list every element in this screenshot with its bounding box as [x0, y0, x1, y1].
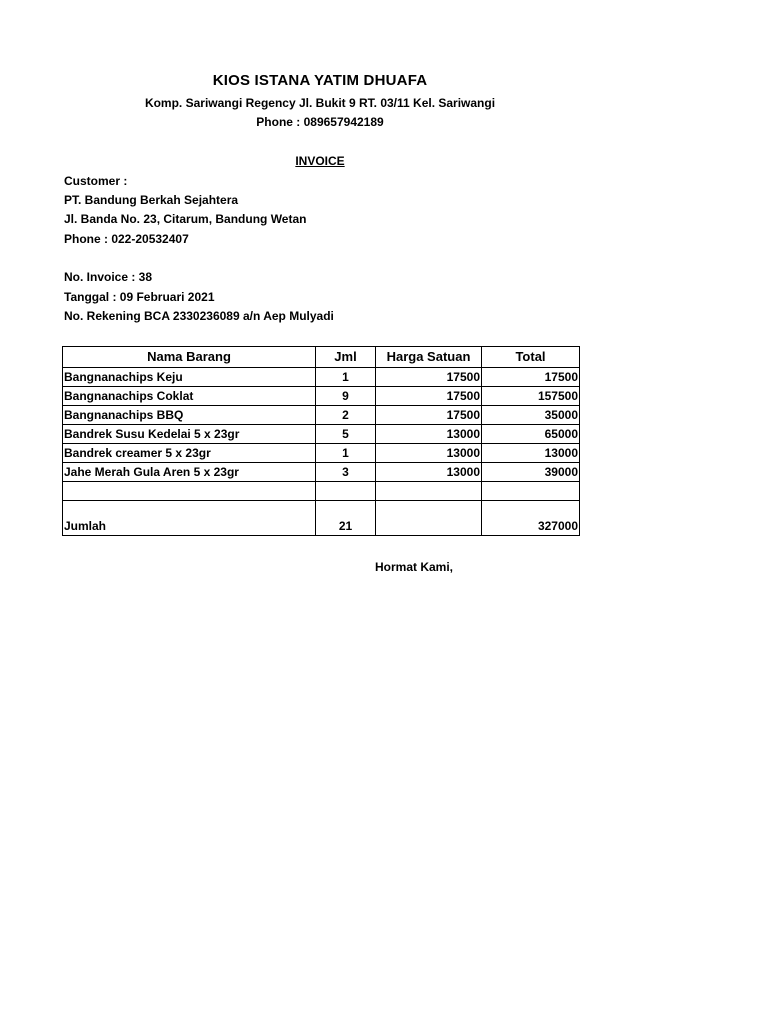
item-name: Bandrek Susu Kedelai 5 x 23gr [63, 425, 316, 444]
shop-name: KIOS ISTANA YATIM DHUAFA [212, 72, 428, 89]
invoice-title: INVOICE [295, 154, 345, 168]
customer-address: Jl. Banda No. 23, Citarum, Bandung Wetan [64, 212, 307, 226]
sum-total: 327000 [482, 501, 580, 536]
sum-qty: 21 [316, 501, 376, 536]
item-qty: 3 [316, 463, 376, 482]
customer-name: PT. Bandung Berkah Sejahtera [64, 193, 239, 207]
item-total: 13000 [482, 444, 580, 463]
item-total: 39000 [482, 463, 580, 482]
item-price: 13000 [376, 444, 482, 463]
customer-phone: Phone : 022-20532407 [64, 232, 189, 246]
sum-label: Jumlah [63, 501, 316, 536]
item-name: Jahe Merah Gula Aren 5 x 23gr [63, 463, 316, 482]
item-qty: 9 [316, 387, 376, 406]
header-unit-price: Harga Satuan [376, 347, 482, 368]
shop-address: Komp. Sariwangi Regency Jl. Bukit 9 RT. 03/11 Kel. Sariwangi [144, 96, 496, 110]
table-row [63, 444, 580, 463]
item-total: 17500 [482, 368, 580, 387]
item-qty: 1 [316, 368, 376, 387]
item-price: 13000 [376, 463, 482, 482]
customer-label: Customer : [64, 174, 128, 188]
sum-row [63, 501, 580, 536]
item-qty: 2 [316, 406, 376, 425]
sum-price [376, 501, 482, 536]
item-name: Bangnanachips Coklat [63, 387, 316, 406]
items-table [62, 346, 580, 536]
item-price: 17500 [376, 387, 482, 406]
table-row [63, 368, 580, 387]
item-qty: 5 [316, 425, 376, 444]
item-price: 17500 [376, 406, 482, 425]
header-qty: Jml [316, 347, 376, 368]
table-row [63, 406, 580, 425]
shop-phone: Phone : 089657942189 [256, 115, 384, 129]
bank-account: No. Rekening BCA 2330236089 a/n Aep Mulyadi [64, 309, 334, 323]
item-total: 35000 [482, 406, 580, 425]
empty-row [63, 482, 580, 501]
item-price: 17500 [376, 368, 482, 387]
item-price: 13000 [376, 425, 482, 444]
item-name: Bangnanachips Keju [63, 368, 316, 387]
header-item-name: Nama Barang [63, 347, 316, 368]
table-row [63, 463, 580, 482]
item-name: Bangnanachips BBQ [63, 406, 316, 425]
table-header-row [63, 347, 580, 368]
table-row [63, 425, 580, 444]
invoice-number: No. Invoice : 38 [64, 270, 153, 284]
item-qty: 1 [316, 444, 376, 463]
invoice-date: Tanggal : 09 Februari 2021 [64, 290, 215, 304]
item-total: 65000 [482, 425, 580, 444]
item-name: Bandrek creamer 5 x 23gr [63, 444, 316, 463]
header-total: Total [482, 347, 580, 368]
table-row [63, 387, 580, 406]
item-total: 157500 [482, 387, 580, 406]
closing-text: Hormat Kami, [375, 560, 454, 574]
